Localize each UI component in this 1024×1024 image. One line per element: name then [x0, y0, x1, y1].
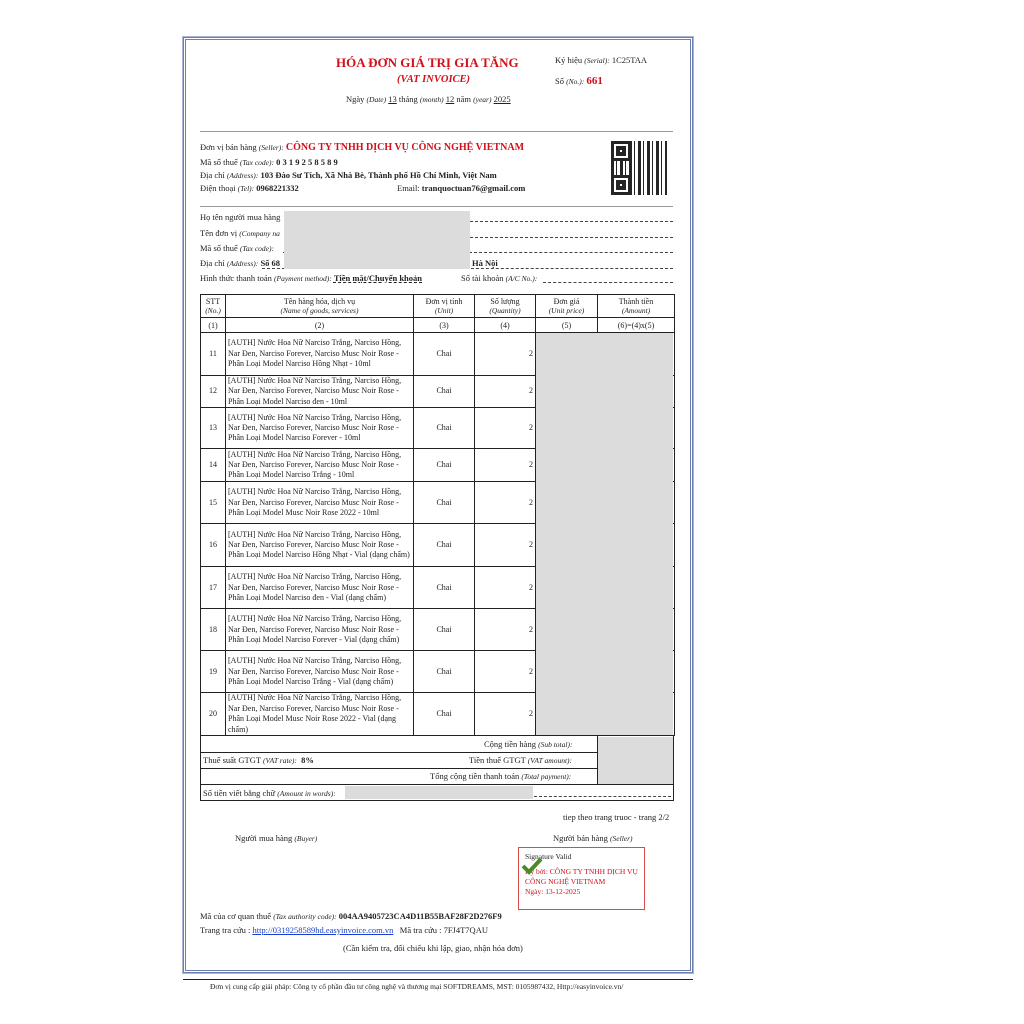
row-unit: Chai — [414, 376, 475, 408]
column-number: (4) — [475, 318, 536, 333]
column-number: (2) — [226, 318, 414, 333]
row-no: 15 — [201, 482, 226, 524]
signed-date: Ngày: 13-12-2025 — [525, 887, 581, 896]
row-no: 14 — [201, 449, 226, 482]
row-unit: Chai — [414, 333, 475, 376]
row-unit: Chai — [414, 524, 475, 567]
row-name: [AUTH] Nước Hoa Nữ Narciso Trắng, Narciso Hồng, Nar Đen, Narciso Forever, Narciso Musc Noir Rose - Phân Loại Model Narciso đen - Vial (dạng chấm) — [226, 567, 414, 609]
row-qty: 2 — [475, 609, 536, 651]
row-no: 20 — [201, 693, 226, 736]
row-name: [AUTH] Nước Hoa Nữ Narciso Trắng, Narciso Hồng, Nar Đen, Narciso Forever, Narciso Musc Noir Rose - Phân Loại Model Narciso Forever - Vial (dạng chấm) — [226, 609, 414, 651]
row-no: 19 — [201, 651, 226, 693]
column-number: (6)=(4)x(5) — [598, 318, 675, 333]
row-qty: 2 — [475, 482, 536, 524]
row-no: 16 — [201, 524, 226, 567]
row-qty: 2 — [475, 524, 536, 567]
divider — [200, 206, 673, 207]
column-number: (1) — [201, 318, 226, 333]
row-unit: Chai — [414, 449, 475, 482]
row-name: [AUTH] Nước Hoa Nữ Narciso Trắng, Narciso Hồng, Nar Đen, Narciso Forever, Narciso Musc Noir Rose - Phân Loại Model Narciso Trắng - Vial (dạng chấm) — [226, 651, 414, 693]
buyer-name: Họ tên người mua hàng — [200, 212, 281, 222]
buyer-company: Tên đơn vị (Company na — [200, 228, 280, 238]
row-no: 17 — [201, 567, 226, 609]
redacted-prices — [536, 333, 673, 735]
lookup-link[interactable]: http://0319258589hd.easyinvoice.com.vn — [252, 925, 394, 935]
seller-address: Địa chỉ (Address): 103 Đào Sư Tích, Xã Nhà Bè, Thành phố Hồ Chí Minh, Việt Nam — [200, 170, 497, 180]
column-header: Đơn vị tính (Unit) — [414, 295, 475, 318]
seller-tax: Mã số thuế (Tax code): 0 3 1 9 2 5 8 5 8 9 — [200, 157, 338, 167]
seller-name: Đơn vị bán hàng (Seller): CÔNG TY TNHH DỊCH VỤ CÔNG NGHỆ VIETNAM — [200, 142, 525, 153]
invoice-subtitle: (VAT INVOICE) — [397, 74, 471, 85]
total-label: Tổng cộng tiền thanh toán (Total payment): — [430, 771, 572, 781]
invoice-date: Ngày (Date) 13 tháng (month) 12 năm (year) 2025 — [346, 94, 511, 104]
signed-by: Ký bởi: CÔNG TY TNHH DỊCH VỤ CÔNG NGHỆ VIETNAM — [525, 867, 638, 886]
column-header: Tên hàng hóa, dịch vụ (Name of goods, services) — [226, 295, 414, 318]
qr-code — [611, 141, 667, 195]
row-qty: 2 — [475, 449, 536, 482]
seller-sign-label: Người bán hàng (Seller) — [553, 833, 633, 843]
row-unit: Chai — [414, 609, 475, 651]
seller-tel: Điện thoại (Tel): 0968221332 — [200, 183, 299, 193]
provider-note: Đơn vị cung cấp giải pháp: Công ty cổ phần đầu tư công nghệ và thương mại SOFTDREAMS, MST: 0105987432, Http://easyinvoice.vn/ — [210, 982, 624, 991]
buyer-address: Địa chỉ (Address): Số 68 — [200, 258, 281, 268]
buyer-tax: Mã số thuế (Tax code): — [200, 243, 274, 253]
row-name: [AUTH] Nước Hoa Nữ Narciso Trắng, Narciso Hồng, Nar Đen, Narciso Forever, Narciso Musc Noir Rose - Phân Loại Model Musc Noir Rose 2022 - Vial (dạng chấm) — [226, 693, 414, 736]
column-header: Số lượng (Quantity) — [475, 295, 536, 318]
row-name: [AUTH] Nước Hoa Nữ Narciso Trắng, Narciso Hồng, Nar Đen, Narciso Forever, Narciso Musc Noir Rose - Phân Loại Model Narciso Forever - 10ml — [226, 408, 414, 449]
row-qty: 2 — [475, 333, 536, 376]
lookup-info: Trang tra cứu : http://0319258589hd.easyinvoice.com.vn Mã tra cứu : 7FJ4T7QAU — [200, 925, 488, 935]
row-no: 18 — [201, 609, 226, 651]
column-header: Đơn giá (Unit price) — [536, 295, 598, 318]
account-no: Số tài khoản (A/C No.): — [461, 273, 538, 283]
row-unit: Chai — [414, 651, 475, 693]
redacted-buyer-info — [284, 211, 470, 269]
row-unit: Chai — [414, 567, 475, 609]
column-number: (5) — [536, 318, 598, 333]
subtotal-label: Cộng tiền hàng (Sub total): — [484, 739, 573, 749]
serial: Ký hiệu (Serial): 1C25TAA — [555, 55, 648, 65]
column-header: Thành tiền (Amount) — [598, 295, 675, 318]
row-qty: 2 — [475, 693, 536, 736]
vat-rate: Thuế suất GTGT (VAT rate): 8% — [203, 755, 314, 765]
amount-in-words: Số tiền viết bằng chữ (Amount in words): — [203, 788, 336, 798]
row-name: [AUTH] Nước Hoa Nữ Narciso Trắng, Narciso Hồng, Nar Đen, Narciso Forever, Narciso Musc Noir Rose - Phân Loại Model Narciso Trắng - 10ml — [226, 449, 414, 482]
vat-amount-label: Tiền thuế GTGT (VAT amount): — [469, 755, 573, 765]
payment-method: Hình thức thanh toán (Payment method): Tiền mặt/Chuyển khoản — [200, 273, 423, 283]
row-unit: Chai — [414, 408, 475, 449]
row-name: [AUTH] Nước Hoa Nữ Narciso Trắng, Narciso Hồng, Nar Đen, Narciso Forever, Narciso Musc Noir Rose - Phân Loại Model Narciso Hồng Nhạt - 10ml — [226, 333, 414, 376]
seller-email: Email: tranquoctuan76@gmail.com — [397, 183, 526, 193]
check-note: (Cần kiểm tra, đối chiếu khi lập, giao, nhận hóa đơn) — [343, 943, 523, 953]
row-unit: Chai — [414, 693, 475, 736]
row-name: [AUTH] Nước Hoa Nữ Narciso Trắng, Narciso Hồng, Nar Đen, Narciso Forever, Narciso Musc Noir Rose - Phân Loại Model Narciso Hồng Nhạt - Vial (dạng chấm) — [226, 524, 414, 567]
row-qty: 2 — [475, 567, 536, 609]
row-no: 13 — [201, 408, 226, 449]
invoice-number: Số (No.): 661 — [555, 75, 603, 87]
checkmark-icon — [521, 857, 543, 875]
row-no: 11 — [201, 333, 226, 376]
column-number: (3) — [414, 318, 475, 333]
row-unit: Chai — [414, 482, 475, 524]
row-qty: 2 — [475, 651, 536, 693]
redacted-totals — [598, 737, 673, 784]
page-note: tiep theo trang truoc - trang 2/2 — [563, 812, 670, 822]
signature-valid-text: Signature Valid — [525, 852, 572, 861]
buyer-sign-label: Người mua hàng (Buyer) — [235, 833, 318, 843]
row-name: [AUTH] Nước Hoa Nữ Narciso Trắng, Narciso Hồng, Nar Đen, Narciso Forever, Narciso Musc Noir Rose - Phân Loại Model Narciso đen - 10ml — [226, 376, 414, 408]
redacted-words — [345, 786, 533, 799]
row-name: [AUTH] Nước Hoa Nữ Narciso Trắng, Narciso Hồng, Nar Đen, Narciso Forever, Narciso Musc Noir Rose - Phân Loại Model Musc Noir Rose 2022 - 10ml — [226, 482, 414, 524]
invoice-title: HÓA ĐƠN GIÁ TRỊ GIA TĂNG — [336, 55, 519, 70]
buyer-address-end: Hà Nội — [472, 258, 498, 268]
row-qty: 2 — [475, 408, 536, 449]
row-no: 12 — [201, 376, 226, 408]
column-header: STT (No.) — [201, 295, 226, 318]
tax-authority-code: Mã của cơ quan thuế (Tax authority code): 004AA9405723CA4D11B55BAF28F2D276F9 — [200, 911, 502, 921]
divider — [200, 131, 673, 132]
digital-signature — [518, 847, 645, 910]
row-qty: 2 — [475, 376, 536, 408]
